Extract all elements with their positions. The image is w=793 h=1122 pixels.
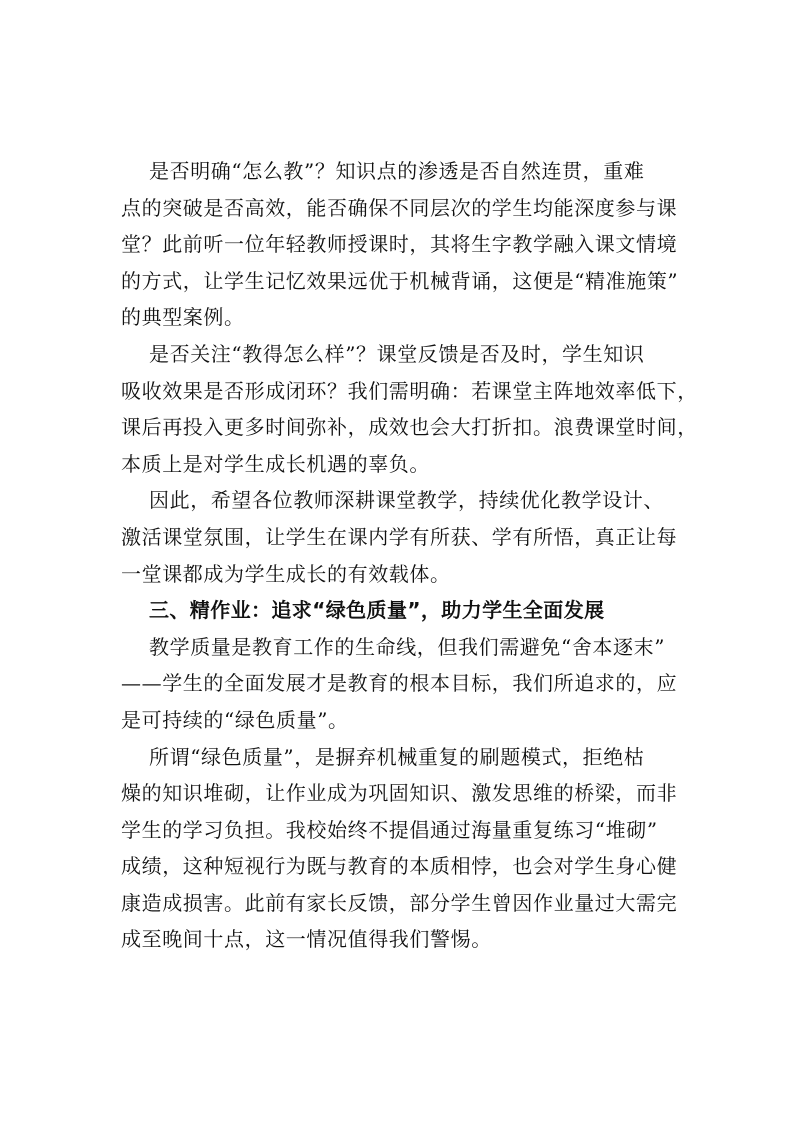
paragraph-line: 课后再投入更多时间弥补，成效也会大打折扣。浪费课堂时间， <box>121 415 698 440</box>
paragraph-line: 的方式，让学生记忆效果远优于机械背诵，这便是“精准施策” <box>121 268 679 293</box>
paragraph-line: 是可持续的“绿色质量”。 <box>121 707 349 732</box>
paragraph-line: 的典型案例。 <box>121 305 245 330</box>
paragraph-line: 学生的学习负担。我校始终不提倡通过海量重复练习“堆砌” <box>121 817 658 842</box>
paragraph-line: 是否关注“教得怎么样”？课堂反馈是否及时，学生知识 <box>149 341 645 366</box>
section-heading: 三、精作业：追求“绿色质量”，助力学生全面发展 <box>149 598 605 623</box>
paragraph-line: 燥的知识堆砌，让作业成为巩固知识、激发思维的桥梁，而非 <box>121 781 678 806</box>
paragraph-line: 成至晚间十点，这一情况值得我们警惕。 <box>121 927 492 952</box>
paragraph-line: 堂？此前听一位年轻教师授课时，其将生字教学融入课文情境 <box>121 232 678 257</box>
paragraph-line: 吸收效果是否形成闭环？我们需明确：若课堂主阵地效率低下， <box>121 378 698 403</box>
paragraph-line: 成绩，这种短视行为既与教育的本质相悖，也会对学生身心健 <box>121 854 678 879</box>
paragraph-line: 一堂课都成为学生成长的有效载体。 <box>121 561 451 586</box>
paragraph-line: 教学质量是教育工作的生命线，但我们需避免“舍本逐末” <box>149 634 666 659</box>
paragraph-line: ——学生的全面发展才是教育的根本目标，我们所追求的，应 <box>121 671 678 696</box>
paragraph-line: 因此，希望各位教师深耕课堂教学，持续优化教学设计、 <box>149 488 664 513</box>
paragraph-line: 是否明确“怎么教”？知识点的渗透是否自然连贯，重难 <box>149 159 645 183</box>
paragraph-line: 激活课堂氛围，让学生在课内学有所获、学有所悟，真正让每 <box>121 524 678 549</box>
paragraph-line: 所谓“绿色质量”，是摒弃机械重复的刷题模式，拒绝枯 <box>149 744 645 769</box>
body-text <box>121 153 698 958</box>
paragraph-line: 康造成损害。此前有家长反馈，部分学生曾因作业量过大需完 <box>121 890 678 915</box>
paragraph-line: 本质上是对学生成长机遇的辜负。 <box>121 451 430 476</box>
paragraph-line: 点的突破是否高效，能否确保不同层次的学生均能深度参与课 <box>121 195 678 220</box>
